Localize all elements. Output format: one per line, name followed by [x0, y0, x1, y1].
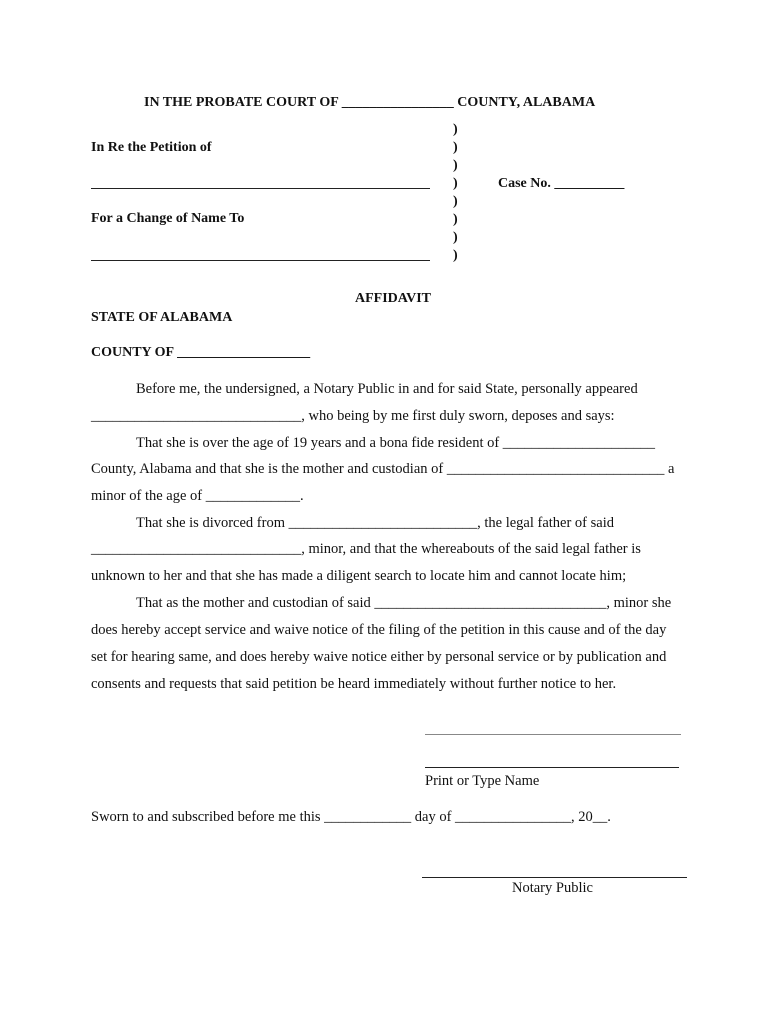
change-of-name-label: For a Change of Name To — [91, 211, 245, 226]
caption-paren: ) — [453, 140, 458, 155]
notary-public-label: Notary Public — [512, 880, 593, 896]
body-line: That she is over the age of 19 years and a bona fide resident of _____________________ — [136, 435, 656, 451]
body-line: County, Alabama and that she is the mother and custodian of ______________________________ a — [91, 461, 675, 477]
body-line: does hereby accept service and waive notice of the filing of the petition in this cause and of the day — [91, 622, 667, 638]
body-line: Before me, the undersigned, a Notary Public in and for said State, personally appeared — [136, 381, 638, 397]
petitioner-name-line — [91, 188, 430, 189]
caption-paren: ) — [453, 122, 458, 137]
body-line: set for hearing same, and does hereby waive notice either by personal service or by publication and — [91, 649, 667, 665]
signature-line — [425, 734, 681, 735]
body-line: _____________________________, who being by me first duly sworn, deposes and says: — [91, 408, 615, 424]
in-re-label: In Re the Petition of — [91, 140, 212, 155]
body-line: That she is divorced from __________________________, the legal father of said — [136, 515, 614, 531]
printed-name-line — [425, 767, 679, 768]
body-line: consents and requests that said petition be heard immediately without further notice to her. — [91, 676, 617, 692]
affidavit-title: AFFIDAVIT — [355, 291, 431, 306]
caption-paren: ) — [453, 194, 458, 209]
body-line: unknown to her and that she has made a diligent search to locate him and cannot locate him; — [91, 568, 627, 584]
body-line: minor of the age of _____________. — [91, 488, 304, 504]
caption-paren: ) — [453, 212, 458, 227]
county-label: COUNTY OF ___________________ — [91, 345, 311, 360]
new-name-line — [91, 260, 430, 261]
body-line: That as the mother and custodian of said ________________________________, minor she — [136, 595, 672, 611]
caption-paren: ) — [453, 158, 458, 173]
sworn-statement: Sworn to and subscribed before me this ____________ day of ________________, 20__. — [91, 809, 611, 825]
caption-paren: ) — [453, 176, 458, 191]
caption-paren: ) — [453, 248, 458, 263]
notary-signature-line — [422, 877, 687, 878]
case-number-label: Case No. __________ — [498, 176, 625, 191]
print-name-label: Print or Type Name — [425, 773, 540, 789]
court-title: IN THE PROBATE COURT OF ________________ COUNTY, ALABAMA — [144, 95, 596, 110]
caption-paren: ) — [453, 230, 458, 245]
state-label: STATE OF ALABAMA — [91, 310, 233, 325]
body-line: _____________________________, minor, and that the whereabouts of the said legal father is — [91, 541, 641, 557]
